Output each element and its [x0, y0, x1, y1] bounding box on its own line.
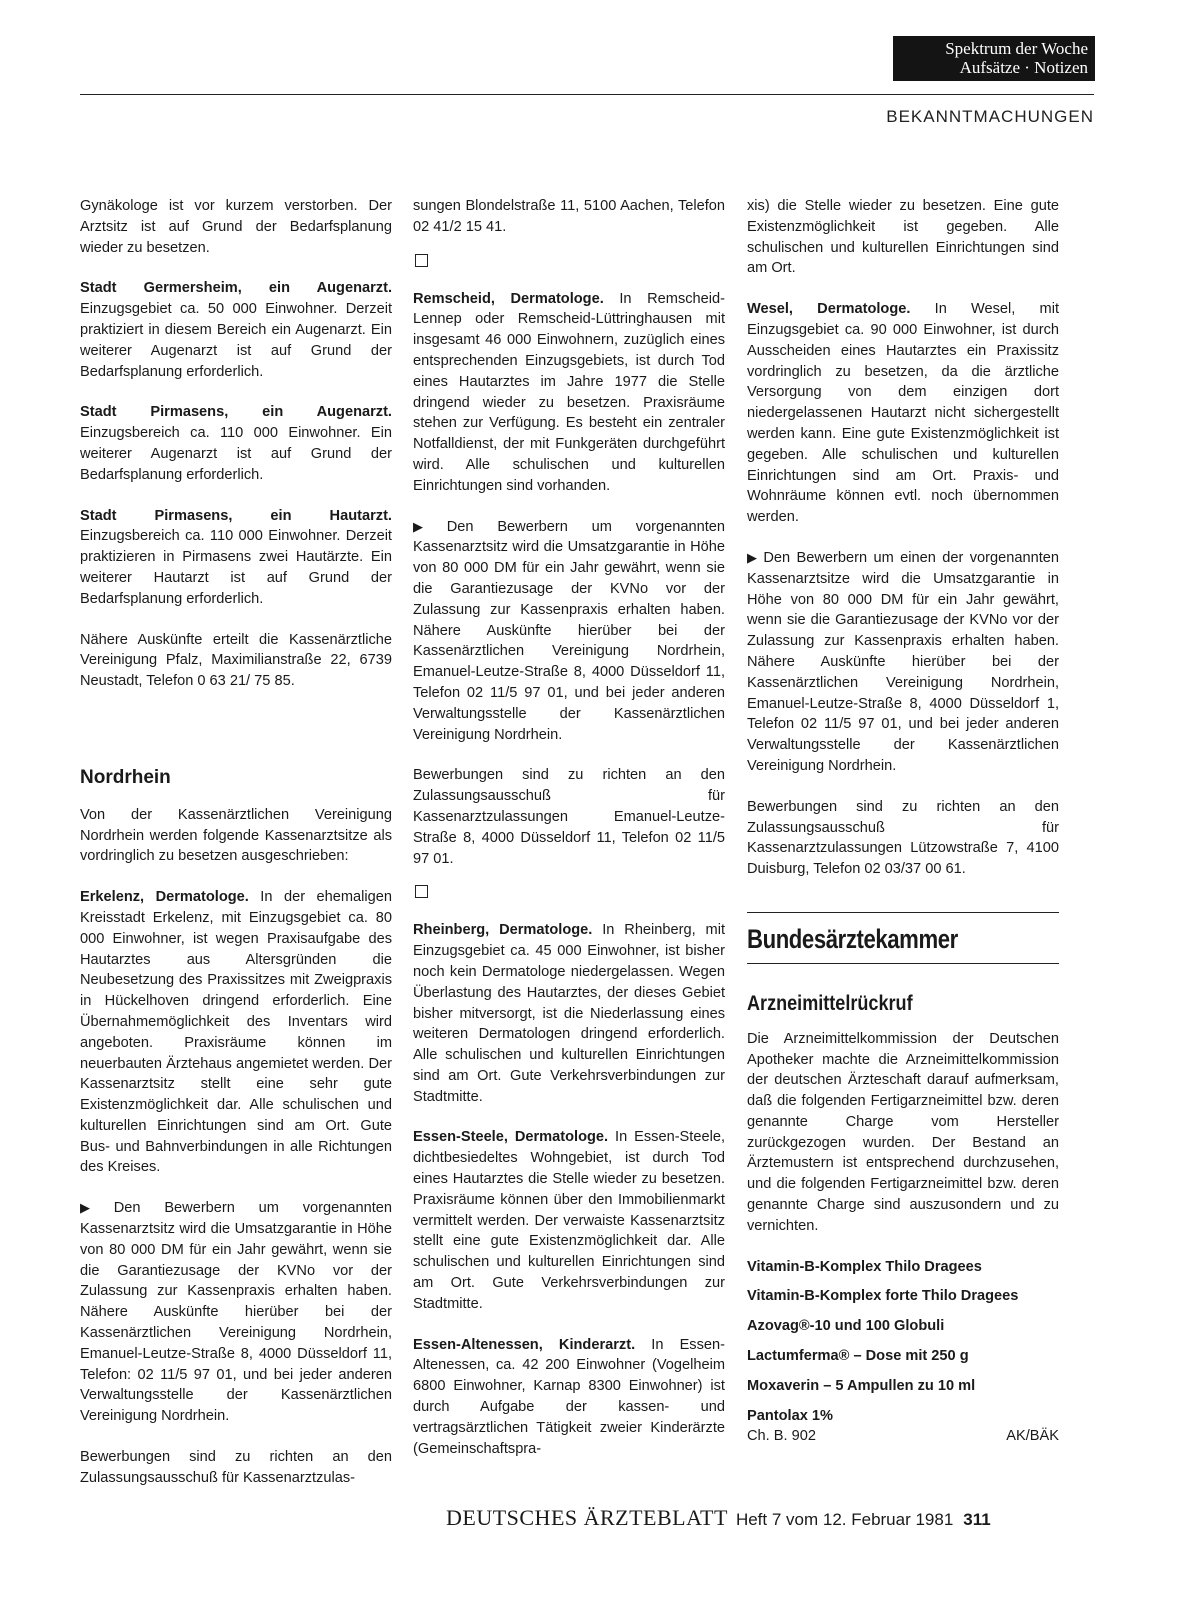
charge-number: Ch. B. 902: [747, 1428, 816, 1445]
paragraph: Die Arzneimittelkommission der Deutschen Apotheker machte die Arzneimittelkommission der deutschen Ärzteschaft darauf aufmerksam, daß die folgenden Fertigarzneimittel bzw. deren genannte Charge vom Hersteller zurückgezogen wurden. Der Bestand an Ärztemustern ist entsprechend durchzusehen, und die folgenden Fertigarzneimittel bzw. deren genannte Charge sind auszusondern und zu vernichten.: [747, 1030, 1059, 1234]
paragraph: sungen Blondelstraße 11, 5100 Aachen, Telefon 02 41/2 15 41.: [413, 198, 725, 235]
notice-head: Remscheid, Dermatologe.: [413, 290, 604, 307]
notice-body: Einzugsbereich ca. 110 000 Einwohner. Ein weiterer Augenarzt ist auf Grund der Bedarfsplanung erforderlich.: [80, 425, 392, 483]
notice-body: In der ehemaligen Kreisstadt Erkelenz, mit Einzugsgebiet ca. 80 000 Einwohner, ist wegen Praxisaufgabe des Hautarztes aus Altersgründen die Neubesetzung des Praxissitzes mit Zweigpraxis in Hückelhoven dringend erforderlich. Eine Übernahmemöglichkeit des Inventars wird angeboten. Praxisräume können im neuerbauten Ärztehaus angemietet werden. Der Kassenarztsitz stellt eine sehr gute Existenzmöglichkeit dar. Alle schulischen und kulturellen Einrichtungen sind am Ort. Gute Bus- und Bahnverbindungen in alle Richtungen des Kreises.: [80, 889, 392, 1176]
notice-head: Erkelenz, Dermatologe.: [80, 889, 249, 906]
badge-line-2: Aufsätze · Notizen: [959, 58, 1088, 77]
paragraph: Bewerbungen sind zu richten an den Zulassungsausschuß für Kassenarztzulas-: [80, 1449, 392, 1486]
notice-head: Wesel, Dermatologe.: [747, 301, 911, 318]
column-2: [413, 196, 725, 1459]
notice-head: Stadt Pirmasens, ein Augenarzt.: [80, 404, 392, 421]
notice-body: In Remscheid-Lennep oder Remscheid-Lüttringhausen mit insgesamt 46 000 Einwohnern, zuzüglich eines entsprechenden Einzugsgebiets, ist durch Tod eines Hautarztes im Jahre 1977 die Stelle dringend wieder zu besetzen. Praxisräume stehen zur Verfügung. Es besteht ein zentraler Notfalldienst, der mit Funkgeräten durchgeführt wird. Alle schulischen und kulturellen Einrichtungen sind vorhanden.: [413, 290, 726, 494]
paragraph: Nähere Auskünfte erteilt die Kassenärztliche Vereinigung Pfalz, Maximilianstraße 22, 6739 Neustadt, Telefon 0 63 21/ 75 85.: [80, 631, 392, 690]
notice-head: Essen-Steele, Dermatologe.: [413, 1129, 609, 1146]
notice-head: Stadt Pirmasens, ein Hautarzt.: [80, 507, 392, 524]
paragraph: xis) die Stelle wieder zu besetzen. Eine gute Existenzmöglichkeit ist gegeben. Alle schulischen und kulturellen Einrichtungen sind am Ort.: [747, 198, 1059, 277]
notice-head: Rheinberg, Dermatologe.: [413, 922, 593, 939]
journal-name: DEUTSCHES ÄRZTEBLATT: [446, 1505, 728, 1530]
section-title-bundesaerztekammer: Bundesärztekammer: [747, 923, 958, 954]
paragraph: Bewerbungen sind zu richten an den Zulassungsausschuß für Kassenarztzulassungen Emanuel-Leutze-Straße 8, 4000 Düsseldorf 11, Telefon 02 11/5 97 01.: [413, 767, 725, 867]
paragraph: Von der Kassenärztlichen Vereinigung Nordrhein werden folgende Kassenarztsitze als vordringlich zu besetzen ausgeschrieben:: [80, 806, 392, 865]
drug-item: Vitamin-B-Komplex forte Thilo Dragees: [747, 1288, 1019, 1305]
notice-germersheim: [80, 278, 392, 382]
checkbox-square-icon: [415, 885, 428, 898]
notice-pirmasens-augenarzt: [80, 402, 392, 485]
divider: [747, 912, 1059, 913]
issue-info: Heft 7 vom 12. Februar 1981: [735, 1510, 954, 1529]
notice-remscheid: [413, 289, 725, 497]
drug-item: Moxaverin – 5 Ampullen zu 10 ml: [747, 1377, 976, 1394]
paragraph-text: Den Bewerbern um vorgenannten Kassenarztsitz wird die Umsatzgarantie in Höhe von 80 000 DM für ein Jahr gewährt, wenn sie die Garantiezusage der KVNo vor der Zulassung zur Kassenpraxis erhalten haben. Nähere Auskünfte hierüber bei der Kassenärztlichen Vereinigung Nordrhein, Emanuel-Leutze-Straße 8, 4000 Düsseldorf 11, Telefon 02 11/5 97 01, und bei jeder anderen Verwaltungsstelle der Kassenärztlichen Vereinigung Nordrhein.: [413, 518, 726, 743]
column-1: [80, 196, 392, 1489]
triangle-bullet-icon: ▶: [80, 1200, 110, 1216]
paragraph-text: Den Bewerbern um einen der vorgenannten Kassenarztsitze wird die Umsatzgarantie in Höhe von 80 000 DM für ein Jahr gewährt, wenn sie die Garantiezusage der KVNo vor der Zulassung zur Kassenpraxis erhalten haben. Nähere Auskünfte hierüber bei der Kassenärztlichen Vereinigung Nordrhein, Emanuel-Leutze-Straße 8, 4000 Düsseldorf 1, Telefon 02 11/5 97 01, und bei jeder anderen Verwaltungsstelle der Kassenärztlichen Vereinigung Nordrhein.: [747, 549, 1060, 774]
drug-item: Pantolax 1%: [747, 1407, 833, 1424]
notice-wesel: [747, 299, 1059, 528]
checkbox-square-icon: [415, 254, 428, 267]
section-label: BEKANNTMACHUNGEN: [886, 107, 1094, 126]
notice-rheinberg: [413, 920, 725, 1107]
header-rule: [80, 94, 1094, 95]
notice-head: Stadt Germersheim, ein Augenarzt.: [80, 280, 392, 297]
drug-item: Lactumferma® – Dose mit 250 g: [747, 1348, 969, 1365]
divider: [747, 963, 1059, 964]
triangle-bullet-icon: ▶: [413, 518, 443, 534]
notice-body: In Rheinberg, mit Einzugsgebiet ca. 45 000 Einwohner, ist bisher noch kein Dermatologe niedergelassen. Wegen Überlastung des Hautarztes, der dieses Gebiet bisher mitversorgt, ist die Niederlassung eines weiteren Dermatologen dringend erforderlich. Alle schulischen und kulturellen Einrichtungen sind am Ort. Gute Verkehrsverbindungen zur Stadtmitte.: [413, 922, 726, 1105]
paragraph: Bewerbungen sind zu richten an den Zulassungsausschuß für Kassenarztzulassungen Lützowstraße 7, 4100 Duisburg, Telefon 02 03/37 00 61.: [747, 798, 1059, 878]
notice-body: Einzugsgebiet ca. 50 000 Einwohner. Derzeit praktiziert in diesem Bereich ein Augenarzt. Ein weiterer Augenarzt ist auf Grund der Bedarfsplanung erforderlich.: [80, 301, 392, 380]
notice-erkelenz: [80, 887, 392, 1178]
signature: AK/BÄK: [1006, 1428, 1059, 1445]
paragraph: [747, 548, 1059, 777]
charge-row: [747, 1426, 1059, 1447]
notice-essen-altenessen: [413, 1335, 725, 1460]
article-title: Arzneimittelrückruf: [747, 991, 913, 1015]
page-number: 311: [963, 1510, 991, 1529]
paragraph: [413, 517, 725, 746]
notice-body: In Wesel, mit Einzugsgebiet ca. 90 000 Einwohner, ist durch Ausscheiden eines Hautarztes ein Praxissitz vordringlich zu besetzen, da die ärztliche Versorgung von dem einzigen dort niedergelassenen Hautarzt nicht sichergestellt werden kann. Eine gute Existenzmöglichkeit ist gegeben. Alle schulischen und kulturellen Einrichtungen sind am Ort. Praxis- und Wohnräume können evtl. noch übernommen werden.: [747, 301, 1059, 526]
paragraph: [80, 1198, 392, 1427]
notice-essen-steele: [413, 1127, 725, 1314]
drug-item: Vitamin-B-Komplex Thilo Dragees: [747, 1258, 982, 1275]
region-heading: Nordrhein: [80, 766, 171, 788]
notice-body: In Essen-Steele, dichtbesiedeltes Wohngebiet, ist durch Tod eines Hautarztes die Stelle wieder zu besetzen. Praxisräume können über den Immobilienmarkt vermittelt werden. Der verwaiste Kassenarztsitz stellt eine gute Existenzmöglichkeit dar. Alle schulischen und kulturellen Einrichtungen sind am Ort. Gute Verkehrsverbindungen zur Stadtmitte.: [413, 1129, 725, 1312]
triangle-bullet-icon: ▶: [747, 549, 760, 565]
notice-body: Einzugsbereich ca. 110 000 Einwohner. Derzeit praktizieren in Pirmasens zwei Hautärzte. Ein weiterer Hautarzt ist auf Grund der Bedarfsplanung erforderlich.: [80, 528, 392, 607]
notice-head: Essen-Altenessen, Kinderarzt.: [413, 1336, 636, 1353]
paragraph: Gynäkologe ist vor kurzem verstorben. Der Arztsitz ist auf Grund der Bedarfsplanung wieder zu besetzen.: [80, 198, 392, 256]
column-3: [747, 196, 1059, 1447]
notice-pirmasens-hautarzt: [80, 506, 392, 610]
paragraph-text: Den Bewerbern um vorgenannten Kassenarztsitz wird die Umsatzgarantie in Höhe von 80 000 DM für ein Jahr gewährt, wenn sie die Garantiezusage der KVNo vor der Zulassung zur Kassenpraxis erhalten haben. Nähere Auskünfte hierüber bei der Kassenärztlichen Vereinigung Nordrhein, Emanuel-Leutze-Straße 8, 4000 Düsseldorf 11, Telefon: 02 11/5 97 01, und bei jeder anderen Verwaltungsstelle der Kassenärztlichen Vereinigung Nordrhein.: [80, 1200, 393, 1425]
page-footer: [446, 1505, 991, 1531]
badge-line-1: Spektrum der Woche: [945, 39, 1088, 58]
notice-body: In Essen-Altenessen, ca. 42 200 Einwohner (Vogelheim 6800 Einwohner, Karnap 8300 Einwohner) ist durch Aufgabe der kassen- und vertragsärztlichen Tätigkeit zweier Kinderärzte (Gemeinschaftspra-: [413, 1336, 725, 1457]
drug-item: Azovag®-10 und 100 Globuli: [747, 1318, 945, 1335]
section-badge: [893, 36, 1095, 81]
